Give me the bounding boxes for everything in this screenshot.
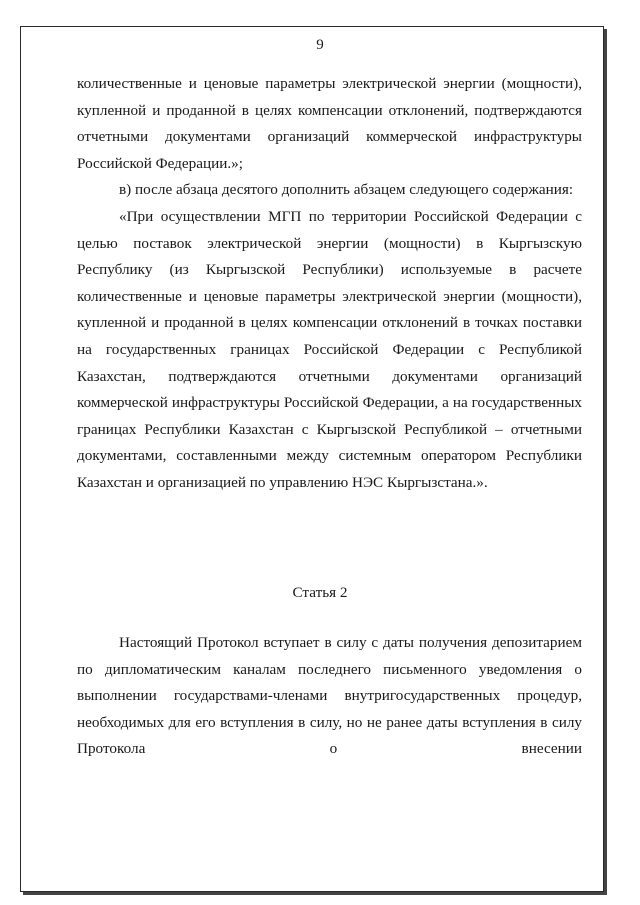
paragraph-quoted-addition: «При осуществлении МГП по территории Российской Федерации с целью поставок электрической энергии (мощности) в Кыргызскую Республику (из Кыргызской Республики) используемые в расчете количественные и ценовые параметры электрической энергии (мощности), купленной и проданной в целях компенсации отклонений в точках поставки на государственных границах Российской Федерации с Республикой Казахстан, подтверждаются отчетными документами организаций коммерческой инфраструктуры Российской Федерации, а на государственных границах Республики Казахстан с Кыргызской Республикой – отчетными документами, составленными между системным оператором Республики Казахстан и организацией по управлению НЭС Кыргызстана.». [77, 207, 582, 491]
paragraph-entry-into-force: Настоящий Протокол вступает в силу с даты получения депозитарием по дипломатическим каналам последнего письменного уведомления о выполнении государствами-членами внутригосударственных процедур, необходимых для его вступления в силу, но не ранее даты вступления в силу Протокола о внесении [77, 634, 582, 758]
article-heading: Статья 2 [292, 584, 348, 601]
paragraph-amendment-c: в) после абзаца десятого дополнить абзацем следующего содержания: [119, 181, 574, 199]
paragraph-continuation: количественные и ценовые параметры электрической энергии (мощности), купленной и проданной в целях компенсации отклонений, подтверждаются отчетными документами организаций коммерческой инфраструктуры Российской Федерации.»; [77, 75, 582, 172]
document-body-top [77, 71, 582, 497]
document-body-bottom [77, 630, 582, 763]
page-number: 9 [316, 37, 324, 53]
